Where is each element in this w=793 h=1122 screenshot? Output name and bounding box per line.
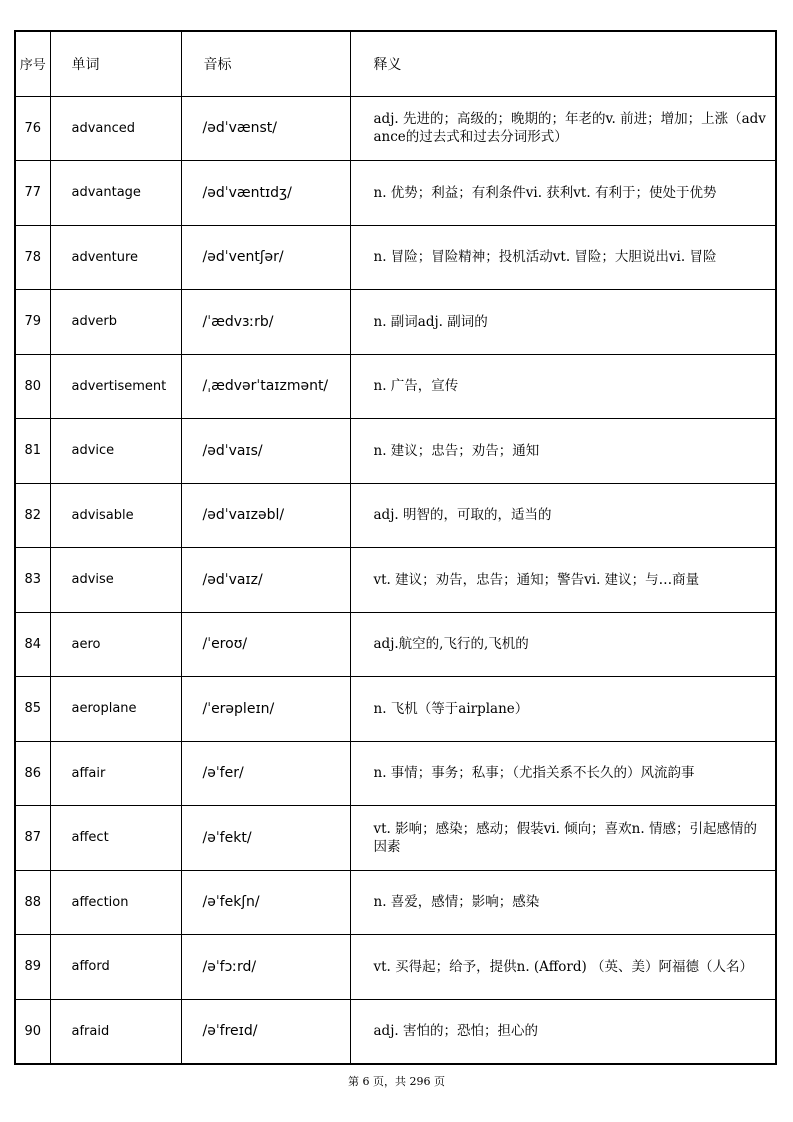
table-row bbox=[15, 354, 776, 419]
row-phonetic: /ədˈvaɪzəbl/ bbox=[181, 483, 350, 548]
row-phonetic: /ˈerəpleɪn/ bbox=[181, 677, 350, 742]
row-word: advice bbox=[50, 419, 181, 484]
table-row bbox=[15, 612, 776, 677]
row-phonetic: /ədˈventʃər/ bbox=[181, 225, 350, 290]
vocabulary-table bbox=[14, 30, 777, 1065]
row-definition: n. 建议；忠告；劝告；通知 bbox=[350, 419, 776, 484]
row-word: afraid bbox=[50, 999, 181, 1064]
row-definition: n. 优势；利益；有利条件vi. 获利vt. 有利于；使处于优势 bbox=[350, 161, 776, 226]
row-word: advise bbox=[50, 548, 181, 613]
row-definition: adj. 害怕的；恐怕；担心的 bbox=[350, 999, 776, 1064]
row-phonetic: /əˈfer/ bbox=[181, 741, 350, 806]
table-row bbox=[15, 999, 776, 1064]
row-definition: vt. 影响；感染；感动；假装vi. 倾向；喜欢n. 情感；引起感情的因素 bbox=[350, 806, 776, 871]
row-number: 79 bbox=[15, 290, 50, 355]
table-header-row bbox=[15, 31, 776, 96]
row-phonetic: /əˈfekt/ bbox=[181, 806, 350, 871]
row-definition: n. 事情；事务；私事；（尤指关系不长久的）风流韵事 bbox=[350, 741, 776, 806]
row-number: 82 bbox=[15, 483, 50, 548]
row-phonetic: /ˌædvərˈtaɪzmənt/ bbox=[181, 354, 350, 419]
row-number: 77 bbox=[15, 161, 50, 226]
row-number: 84 bbox=[15, 612, 50, 677]
row-number: 86 bbox=[15, 741, 50, 806]
row-number: 85 bbox=[15, 677, 50, 742]
row-word: affect bbox=[50, 806, 181, 871]
row-number: 87 bbox=[15, 806, 50, 871]
table-row bbox=[15, 161, 776, 226]
table-row bbox=[15, 483, 776, 548]
row-word: aero bbox=[50, 612, 181, 677]
row-phonetic: /ədˈvaɪs/ bbox=[181, 419, 350, 484]
row-phonetic: /ədˈvaɪz/ bbox=[181, 548, 350, 613]
row-word: affection bbox=[50, 870, 181, 935]
row-phonetic: /ˈædvɜːrb/ bbox=[181, 290, 350, 355]
row-number: 78 bbox=[15, 225, 50, 290]
row-phonetic: /əˈfɔːrd/ bbox=[181, 935, 350, 1000]
row-phonetic: /əˈfreɪd/ bbox=[181, 999, 350, 1064]
row-definition: n. 喜爱，感情；影响；感染 bbox=[350, 870, 776, 935]
row-number: 88 bbox=[15, 870, 50, 935]
row-definition: n. 副词adj. 副词的 bbox=[350, 290, 776, 355]
row-definition: vt. 买得起；给予，提供n. (Afford) （英、美）阿福德（人名） bbox=[350, 935, 776, 1000]
row-number: 89 bbox=[15, 935, 50, 1000]
header-definition: 释义 bbox=[350, 31, 776, 96]
row-word: afford bbox=[50, 935, 181, 1000]
row-word: advanced bbox=[50, 96, 181, 161]
row-word: affair bbox=[50, 741, 181, 806]
row-definition: adj.航空的,飞行的,飞机的 bbox=[350, 612, 776, 677]
table-row bbox=[15, 870, 776, 935]
row-definition: n. 广告，宣传 bbox=[350, 354, 776, 419]
table-row bbox=[15, 548, 776, 613]
row-definition: adj. 先进的；高级的；晚期的；年老的v. 前进；增加；上涨（advance的过去式和过去分词形式） bbox=[350, 96, 776, 161]
row-definition: adj. 明智的，可取的，适当的 bbox=[350, 483, 776, 548]
header-word: 单词 bbox=[50, 31, 181, 96]
header-number: 序号 bbox=[15, 31, 50, 96]
row-number: 81 bbox=[15, 419, 50, 484]
row-definition: vt. 建议；劝告，忠告；通知；警告vi. 建议；与…商量 bbox=[350, 548, 776, 613]
table-row bbox=[15, 290, 776, 355]
table-row bbox=[15, 96, 776, 161]
row-phonetic: /əˈfekʃn/ bbox=[181, 870, 350, 935]
row-word: adverb bbox=[50, 290, 181, 355]
row-phonetic: /ədˈvænst/ bbox=[181, 96, 350, 161]
table-row bbox=[15, 806, 776, 871]
row-number: 80 bbox=[15, 354, 50, 419]
row-definition: n. 冒险；冒险精神；投机活动vt. 冒险；大胆说出vi. 冒险 bbox=[350, 225, 776, 290]
page-footer: 第 6 页，共 296 页 bbox=[348, 1075, 445, 1088]
table-row bbox=[15, 225, 776, 290]
row-number: 83 bbox=[15, 548, 50, 613]
table-row bbox=[15, 677, 776, 742]
header-phonetic: 音标 bbox=[181, 31, 350, 96]
row-word: aeroplane bbox=[50, 677, 181, 742]
row-word: advisable bbox=[50, 483, 181, 548]
table-row bbox=[15, 741, 776, 806]
row-phonetic: /ədˈvæntɪdʒ/ bbox=[181, 161, 350, 226]
table-row bbox=[15, 935, 776, 1000]
row-word: advantage bbox=[50, 161, 181, 226]
row-definition: n. 飞机（等于airplane） bbox=[350, 677, 776, 742]
row-phonetic: /ˈeroʊ/ bbox=[181, 612, 350, 677]
row-number: 90 bbox=[15, 999, 50, 1064]
table-row bbox=[15, 419, 776, 484]
row-number: 76 bbox=[15, 96, 50, 161]
row-word: advertisement bbox=[50, 354, 181, 419]
row-word: adventure bbox=[50, 225, 181, 290]
